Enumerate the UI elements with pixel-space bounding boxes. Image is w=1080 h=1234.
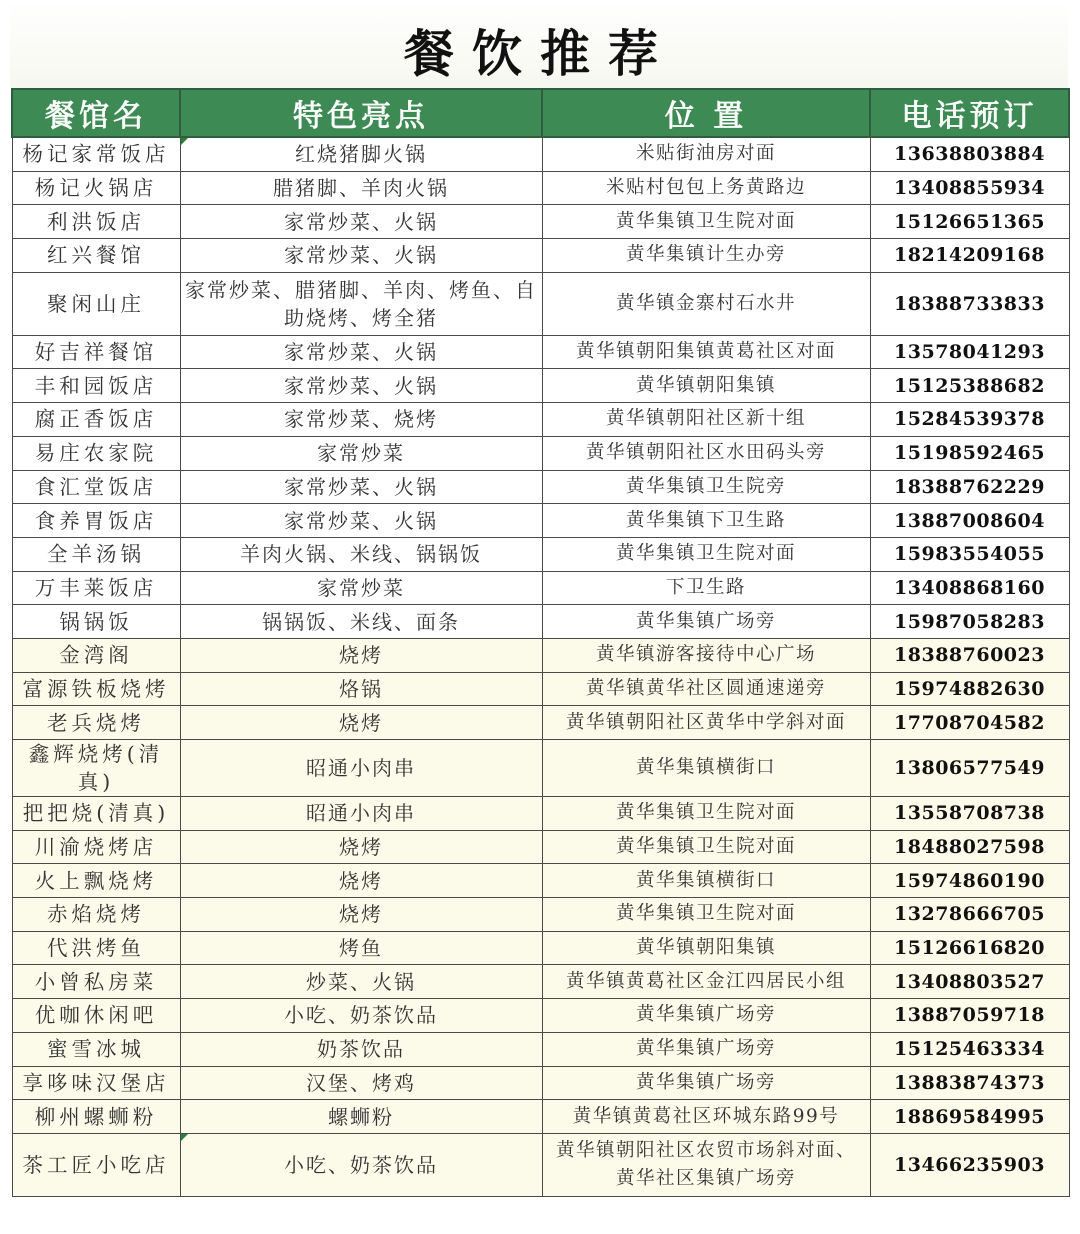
feature-cell [180,965,542,999]
feature-cell-text: 家常炒菜、烧烤 [284,407,438,432]
table-row [12,504,1069,538]
location-cell-text: 黄华集镇广场旁 [635,1038,776,1060]
location-cell [542,898,870,932]
location-cell [542,740,870,797]
table-row [12,272,1069,335]
phone-cell [870,571,1069,605]
feature-cell [180,864,542,898]
feature-cell-text: 烧烤 [339,868,383,893]
phone-cell [870,931,1069,965]
phone-cell [870,1100,1069,1134]
table-row [12,797,1069,831]
table-row [12,571,1069,605]
restaurant-name-cell [12,672,180,706]
table-row [12,1066,1069,1100]
feature-cell-text: 烧烤 [339,902,383,927]
location-cell [542,706,870,740]
table-row [12,369,1069,403]
phone-cell-text: 15974882630 [894,677,1045,700]
feature-cell-text: 昭通小肉串 [306,801,416,826]
location-cell-text: 黄华镇黄葛社区金江四居民小组 [565,970,846,992]
feature-cell [180,672,542,706]
restaurant-name-cell-text: 锅锅饭 [59,609,133,634]
location-cell [542,537,870,571]
phone-cell-text: 13887008604 [894,509,1045,532]
phone-cell [870,864,1069,898]
table-row [12,137,1069,171]
restaurant-name-cell-text: 聚闲山庄 [47,291,145,316]
location-cell [542,504,870,538]
feature-cell [180,1066,542,1100]
restaurant-name-cell [12,171,180,205]
phone-cell-text: 13883874373 [894,1071,1045,1094]
page-title: 餐饮推荐 [404,24,676,83]
feature-cell-text: 昭通小肉串 [306,756,416,780]
table-row [12,335,1069,369]
location-cell [542,205,870,239]
restaurant-name-cell-text: 火上飘烧烤 [34,868,158,893]
location-cell [542,999,870,1033]
phone-cell-text: 15198592465 [894,442,1045,465]
location-cell-text: 米贴村包包上务黄路边 [605,177,806,199]
location-cell [542,1066,870,1100]
location-cell-text: 黄华集镇下卫生路 [625,509,786,531]
location-cell-text: 米贴街油房对面 [635,143,776,165]
feature-cell [180,403,542,437]
feature-cell-text: 汉堡、烤鸡 [306,1070,416,1095]
phone-cell-text: 17708704582 [894,711,1045,734]
phone-cell [870,706,1069,740]
location-cell [542,1133,870,1196]
phone-cell [870,898,1069,932]
location-cell-text: 黄华集镇计生办旁 [625,244,786,266]
restaurant-name-cell-text: 优咖休闲吧 [34,1003,158,1028]
restaurant-name-cell [12,999,180,1033]
location-cell [542,605,870,639]
feature-cell-text: 家常炒菜、火锅 [284,209,438,234]
phone-cell-text: 18488027598 [894,836,1045,859]
location-cell [542,797,870,831]
phone-cell-text: 13887059718 [894,1004,1045,1027]
location-cell-text: 黄华集镇广场旁 [635,1004,776,1026]
location-cell [542,638,870,672]
feature-cell-text: 螺蛳粉 [328,1104,394,1129]
phone-cell [870,504,1069,538]
location-cell [542,335,870,369]
table-row [12,470,1069,504]
location-cell [542,864,870,898]
restaurant-name-cell-text: 杨记火锅店 [34,176,158,201]
feature-cell-text: 家常炒菜、火锅 [284,243,438,268]
restaurant-name-cell-text: 茶工匠小吃店 [22,1152,170,1177]
restaurant-name-cell-text: 小曾私房菜 [34,969,158,994]
location-cell-text: 黄华集镇卫生院对面 [615,903,796,925]
restaurant-name-cell-text: 富源铁板烧烤 [22,676,170,701]
location-cell [542,470,870,504]
table-row [12,999,1069,1033]
table-row [12,403,1069,437]
location-cell-text: 黄华镇朝阳社区黄华中学斜对面 [565,711,846,733]
phone-cell [870,1066,1069,1100]
feature-cell-text: 烧烤 [339,835,383,860]
location-cell [542,436,870,470]
location-cell-text: 黄华集镇广场旁 [635,1071,776,1093]
restaurant-name-cell [12,369,180,403]
feature-cell-text: 羊肉火锅、米线、锅锅饭 [240,542,482,567]
restaurant-name-cell-text: 享哆味汉堡店 [22,1070,170,1095]
phone-cell-text: 13578041293 [894,341,1045,364]
phone-cell [870,239,1069,273]
header-location: 位 置 [542,89,870,137]
feature-cell [180,335,542,369]
table-row [12,171,1069,205]
table-row [12,931,1069,965]
restaurant-name-cell-text: 好吉祥餐馆 [34,340,158,365]
restaurant-name-cell [12,1066,180,1100]
feature-cell [180,797,542,831]
feature-cell-text: 奶茶饮品 [317,1037,405,1062]
location-cell [542,830,870,864]
table-row [12,672,1069,706]
feature-cell-text: 腊猪脚、羊肉火锅 [273,176,449,201]
location-cell [542,403,870,437]
feature-cell [180,830,542,864]
feature-cell-text: 炒菜、火锅 [306,969,416,994]
phone-cell [870,335,1069,369]
location-cell [542,369,870,403]
restaurant-name-cell-text: 老兵烧烤 [47,710,145,735]
location-cell-text: 黄华镇黄华社区圆通速递旁 [585,677,826,699]
restaurant-name-cell [12,830,180,864]
phone-cell-text: 13638803884 [894,143,1045,166]
phone-cell-text: 15126651365 [894,210,1045,233]
feature-cell [180,638,542,672]
table-row [12,1133,1069,1196]
restaurant-name-cell-text: 全羊汤锅 [47,542,145,567]
restaurant-name-cell-text: 金湾阁 [59,643,133,668]
phone-cell-text: 18214209168 [894,244,1045,267]
feature-cell [180,137,542,171]
feature-cell [180,1100,542,1134]
restaurant-name-cell [12,864,180,898]
location-cell [542,137,870,171]
feature-cell [180,205,542,239]
restaurant-name-cell [12,335,180,369]
location-cell [542,672,870,706]
restaurant-name-cell-text: 丰和园饭店 [34,373,158,398]
phone-cell-text: 18388762229 [894,475,1045,498]
table-row [12,605,1069,639]
phone-cell-text: 15284539378 [894,408,1045,431]
phone-cell [870,1032,1069,1066]
phone-cell [870,137,1069,171]
location-cell-text: 黄华镇朝阳集镇 [635,937,776,959]
location-cell [542,272,870,335]
location-cell [542,931,870,965]
phone-cell [870,171,1069,205]
phone-cell-text: 13408868160 [894,576,1045,599]
phone-cell [870,965,1069,999]
location-cell-text: 黄华集镇卫生院对面 [615,210,796,232]
location-cell [542,571,870,605]
feature-cell-text: 烤鱼 [339,936,383,961]
location-cell-text: 黄华镇朝阳社区新十组 [605,408,806,430]
restaurant-name-cell-text: 杨记家常饭店 [22,142,170,167]
table-row [12,1032,1069,1066]
feature-cell-text: 家常炒菜 [317,441,405,466]
location-cell-text: 黄华镇朝阳社区水田码头旁 [585,442,826,464]
location-cell-text: 黄华集镇广场旁 [635,610,776,632]
feature-cell [180,1032,542,1066]
restaurant-name-cell-text: 柳州螺蛳粉 [34,1104,158,1129]
feature-cell [180,740,542,797]
feature-cell-text: 家常炒菜、腊猪脚、羊肉、烤鱼、自助烧烤、烤全猪 [185,277,537,330]
location-cell-text: 黄华集镇卫生院对面 [615,543,796,565]
feature-cell [180,537,542,571]
cell-comment-marker [181,138,188,145]
restaurant-name-cell-text: 红兴餐馆 [47,243,145,268]
restaurant-name-cell [12,931,180,965]
phone-cell [870,205,1069,239]
phone-cell-text: 18388733833 [894,292,1045,315]
restaurant-name-cell [12,205,180,239]
table-row [12,537,1069,571]
location-cell [542,1100,870,1134]
restaurant-name-cell-text: 把把烧(清真) [22,801,170,826]
restaurant-name-cell-text: 川渝烧烤店 [34,835,158,860]
feature-cell [180,369,542,403]
location-cell-text: 黄华集镇卫生院对面 [615,836,796,858]
restaurant-name-cell-text: 利洪饭店 [47,209,145,234]
location-cell-text: 黄华镇朝阳集镇黄葛社区对面 [575,341,836,363]
feature-cell [180,1133,542,1196]
table-row [12,239,1069,273]
restaurant-name-cell [12,740,180,797]
phone-cell-text: 13466235903 [894,1153,1045,1176]
feature-cell [180,999,542,1033]
phone-cell-text: 15974860190 [894,869,1045,892]
location-cell [542,239,870,273]
feature-cell-text: 烙锅 [339,676,383,701]
restaurant-name-cell [12,638,180,672]
location-cell-text: 黄华集镇横街口 [635,757,776,778]
feature-cell-text: 锅锅饭、米线、面条 [262,609,460,634]
location-cell-text: 黄华集镇卫生院对面 [615,802,796,824]
feature-cell-text: 小吃、奶茶饮品 [284,1003,438,1028]
restaurant-name-cell-text: 万丰莱饭店 [34,575,158,600]
feature-cell-text: 红烧猪脚火锅 [295,142,427,167]
feature-cell [180,605,542,639]
phone-cell [870,740,1069,797]
phone-cell [870,1133,1069,1196]
restaurant-name-cell-text: 赤焰烧烤 [47,902,145,927]
phone-cell [870,272,1069,335]
restaurant-name-cell [12,965,180,999]
cell-comment-marker [181,1134,188,1141]
restaurant-table [11,88,1070,1197]
location-cell-text: 黄华镇朝阳集镇 [635,374,776,396]
phone-cell-text: 13408855934 [894,177,1045,200]
restaurant-name-cell [12,403,180,437]
phone-cell [870,537,1069,571]
location-cell-text: 黄华镇朝阳社区农贸市场斜对面、黄华社区集镇广场旁 [555,1139,856,1189]
restaurant-name-cell [12,706,180,740]
header-name: 餐馆名 [12,89,180,137]
table-row [12,830,1069,864]
phone-cell-text: 15983554055 [894,543,1045,566]
location-cell-text: 黄华集镇横街口 [635,869,776,891]
header-feature: 特色亮点 [180,89,542,137]
phone-cell-text: 15987058283 [894,610,1045,633]
feature-cell-text: 小吃、奶茶饮品 [284,1152,438,1177]
restaurant-name-cell [12,137,180,171]
table-row [12,205,1069,239]
phone-cell-text: 15125463334 [894,1038,1045,1061]
restaurant-name-cell [12,436,180,470]
feature-cell [180,436,542,470]
location-cell-text: 黄华镇金寨村石水井 [615,292,796,314]
location-cell-text: 黄华镇游客接待中心广场 [595,644,816,666]
phone-cell-text: 15125388682 [894,374,1045,397]
phone-cell [870,369,1069,403]
restaurant-name-cell-text: 腐正香饭店 [34,407,158,432]
phone-cell-text: 13806577549 [894,757,1045,779]
restaurant-name-cell [12,537,180,571]
table-body [12,137,1069,1196]
restaurant-name-cell [12,1032,180,1066]
feature-cell [180,571,542,605]
restaurant-name-cell [12,797,180,831]
restaurant-name-cell-text: 易庄农家院 [34,441,158,466]
location-cell-text: 下卫生路 [665,576,746,598]
table-row [12,436,1069,470]
feature-cell-text: 烧烤 [339,643,383,668]
phone-cell-text: 13278666705 [894,903,1045,926]
location-cell-text: 黄华集镇卫生院旁 [625,475,786,497]
phone-cell-text: 13408803527 [894,970,1045,993]
phone-cell [870,638,1069,672]
restaurant-name-cell [12,605,180,639]
phone-cell-text: 18869584995 [894,1105,1045,1128]
header-row [12,89,1069,137]
feature-cell [180,272,542,335]
location-cell-text: 黄华镇黄葛社区环城东路99号 [572,1105,840,1127]
restaurant-name-cell [12,898,180,932]
phone-cell [870,830,1069,864]
restaurant-name-cell [12,504,180,538]
table-row [12,706,1069,740]
phone-cell [870,470,1069,504]
feature-cell [180,706,542,740]
phone-cell [870,605,1069,639]
phone-cell [870,797,1069,831]
feature-cell [180,171,542,205]
feature-cell [180,898,542,932]
table-row [12,1100,1069,1134]
location-cell [542,965,870,999]
restaurant-name-cell [12,272,180,335]
restaurant-name-cell [12,239,180,273]
phone-cell-text: 13558708738 [894,802,1045,825]
location-cell [542,1032,870,1066]
feature-cell-text: 家常炒菜、火锅 [284,474,438,499]
header-phone: 电话预订 [870,89,1069,137]
table-row [12,638,1069,672]
restaurant-name-cell-text: 代洪烤鱼 [47,936,145,961]
feature-cell-text: 家常炒菜、火锅 [284,373,438,398]
table-row [12,965,1069,999]
table-row [12,864,1069,898]
phone-cell-text: 15126616820 [894,937,1045,960]
feature-cell [180,239,542,273]
phone-cell [870,999,1069,1033]
restaurant-name-cell [12,470,180,504]
restaurant-name-cell-text: 食汇堂饭店 [34,474,158,499]
feature-cell [180,504,542,538]
restaurant-name-cell [12,1100,180,1134]
feature-cell-text: 家常炒菜、火锅 [284,508,438,533]
location-cell [542,171,870,205]
restaurant-name-cell [12,571,180,605]
restaurant-name-cell [12,1133,180,1196]
phone-cell [870,436,1069,470]
feature-cell-text: 家常炒菜、火锅 [284,340,438,365]
table-row [12,898,1069,932]
phone-cell [870,403,1069,437]
feature-cell-text: 家常炒菜 [317,575,405,600]
feature-cell-text: 烧烤 [339,710,383,735]
restaurant-name-cell-text: 蜜雪冰城 [47,1037,145,1062]
restaurant-name-cell-text: 鑫辉烧烤(清真) [28,742,164,794]
phone-cell-text: 18388760023 [894,644,1045,667]
feature-cell [180,470,542,504]
table-row [12,740,1069,797]
restaurant-name-cell-text: 食养胃饭店 [34,508,158,533]
phone-cell [870,672,1069,706]
feature-cell [180,931,542,965]
